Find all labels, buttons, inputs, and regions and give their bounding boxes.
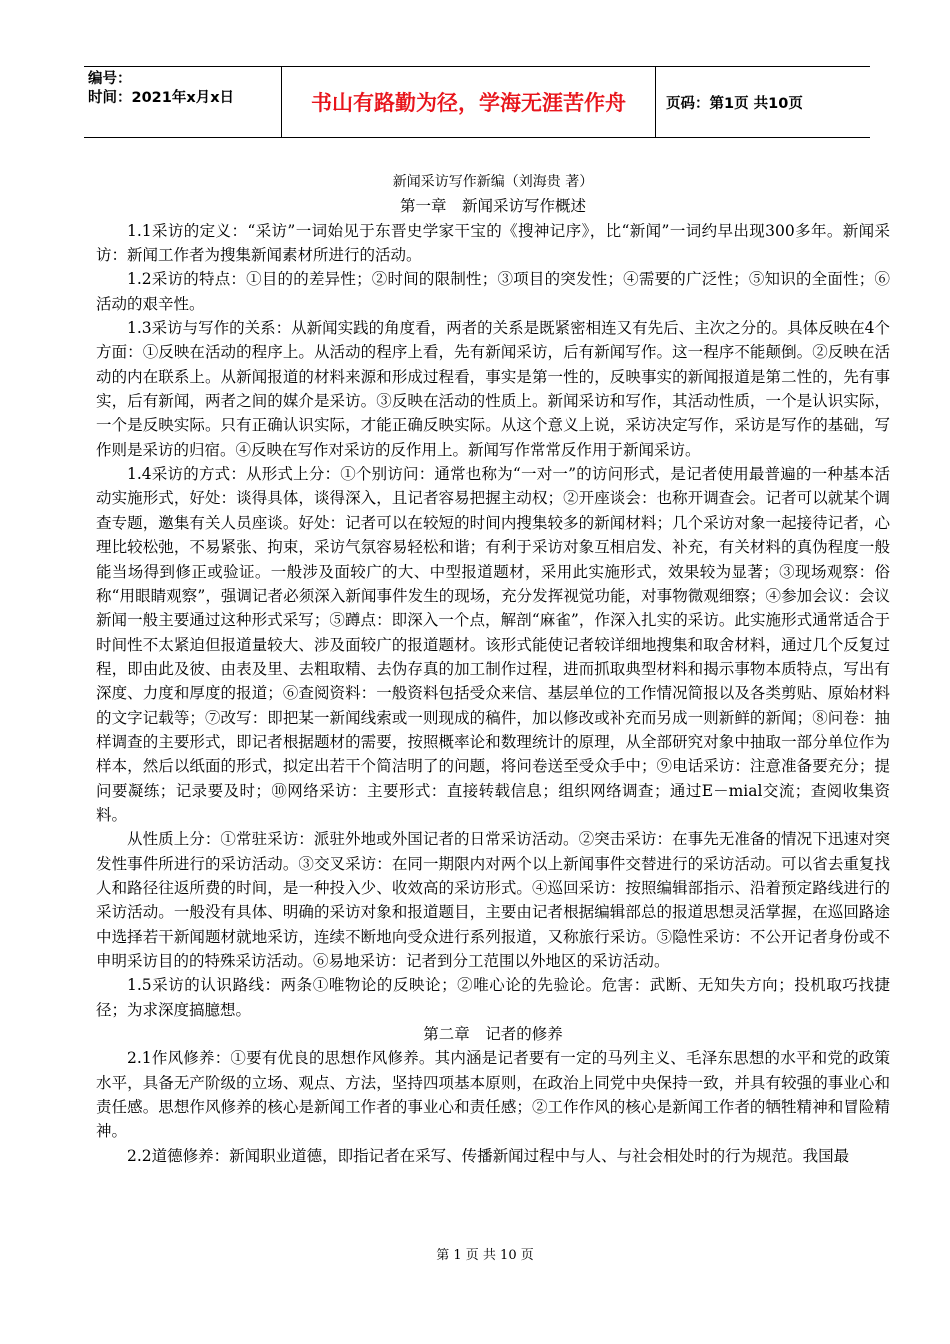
paragraph-1-1: 1.1采访的定义：“采访”一词始见于东晋史学家干宝的《搜神记序》，比“新闻”一词约早出现300多年。新闻采访：新闻工作者为搜集新闻素材所进行的活动。 (96, 221, 890, 265)
paragraph-1-4: 1.4采访的方式：从形式上分：①个别访问：通常也称为“一对一”的访问形式，是记者使用最普遍的一种基本活动实施形式，好处：谈得具体，谈得深入，且记者容易把握主动权；②开座谈会：也称开调查会。记者可以就某个调查专题，邀集有关人员座谈。好处：记者可以在较短的时间内搜集较多的新闻材料；几个采访对象一起接待记者，心理比较松弛，不易紧张、拘束，采访气氛容易轻松和谐；有利于采访对象互相启发、补充，有关材料的真伪程度一般能当场得到修正或验证。一般涉及面较广的大、中型报道题材，采用此实施形式，效果较为显著；③现场观察：俗称“用眼睛观察”，强调记者必须深入新闻事件发生的现场，充分发挥视觉功能，对事物微观细察；④参加会议：会议新闻一般主要通过这种形式采写；⑤蹲点：即深入一个点，解剖“麻雀”，作深入扎实的采访。此实施形式通常适合于时间性不太紧迫但报道量较大、涉及面较广的报道题材。该形式能使记者较详细地搜集和取舍材料，通过几个反复过程，即由此及彼、由表及里、去粗取精、去伪存真的加工制作过程，进而抓取典型材料和揭示事物本质特点，写出有深度、力度和厚度的报道；⑥查阅资料：一般资料包括受众来信、基层单位的工作情况简报以及各类剪贴、原始材料的文字记载等；⑦改写：即把某一新闻线索或一则现成的稿件，加以修改或补充而另成一则新鲜的新闻；⑧问卷：抽样调查的主要形式，即记者根据题材的需要，按照概率论和数理统计的原理，从全部研究对象中抽取一部分单位作为样本，然后以纸面的形式，拟定出若干个简洁明了的问题，将问卷送至受众手中；⑨电话采访：注意准备要充分；提问要凝练；记录要及时；⑩网络采访：主要形式：直接转载信息；组织网络调查；通过E－mial交流；查阅收集资料。 (96, 465, 890, 824)
paragraph-1-2: 1.2采访的特点：①目的的差异性；②时间的限制性；③项目的突发性；④需要的广泛性；⑤知识的全面性；⑥活动的艰辛性。 (96, 270, 890, 313)
paragraph-1-3: 1.3采访与写作的关系：从新闻实践的角度看，两者的关系是既紧密相连又有先后、主次之分的。具体反映在4个方面：①反映在活动的程序上。从活动的程序上看，先有新闻采访，后有新闻写作。这一程序不能颠倒。②反映在活动的内在联系上。从新闻报道的材料来源和形成过程看，事实是第一性的，反映事实的新闻报道是第二性的，先有事实，后有新闻，两者之间的媒介是采访。③反映在活动的性质上。新闻采访和写作，其活动性质，一个是认识实际，一个是反映实际。只有正确认识实际，才能正确反映实际。从这个意义上说，采访决定写作，采访是写作的基础，写作则是采访的归宿。④反映在写作对采访的反作用上。新闻写作常常反作用于新闻采访。 (96, 319, 891, 459)
chapter-1-heading: 第一章 新闻采访写作概述 (399, 197, 586, 216)
document-title: 新闻采访写作新编（刘海贵 著） (392, 174, 594, 190)
header-page-info: 页码：第1页 共10页 (666, 95, 803, 112)
paragraph-2-1: 2.1作风修养：①要有优良的思想作风修养。其内涵是记者要有一定的马列主义、毛泽东思想的水平和党的政策水平，具备无产阶级的立场、观点、方法，坚持四项基本原则，在政治上同党中央保持一致，并具有较强的事业心和责任感。思想作风修养的核心是新闻工作者的事业心和责任感；②工作作风的核心是新闻工作者的牺牲精神和冒险精神。 (96, 1049, 890, 1141)
time-label: 时间：2021年x月x日 (88, 90, 235, 106)
chapter-2-heading: 第二章 记者的修养 (423, 1025, 563, 1044)
page-header (84, 66, 870, 138)
document-body (96, 170, 890, 1168)
header-meta (84, 67, 282, 137)
page-footer (0, 1244, 950, 1263)
paragraph-1-5: 1.5采访的认识路线：两条①唯物论的反映论；②唯心论的先验论。危害：武断、无知失方向；投机取巧找捷径；为求深度搞臆想。 (96, 976, 890, 1019)
paragraph-1-4-nature: 从性质上分：①常驻采访：派驻外地或外国记者的日常采访活动。②突击采访：在事先无准备的情况下迅速对突发性事件所进行的采访活动。③交叉采访：在同一期限内对两个以上新闻事件交替进行的采访活动。可以省去重复找人和路径往返所费的时间，是一种投入少、收效高的采访形式。④巡回采访：按照编辑部指示、沿着预定路线进行的采访活动。一般没有具体、明确的采访对象和报道题目，主要由记者根据编辑部总的报道思想灵活掌握，在巡回路途中选择若干新闻题材就地采访，连续不断地向受众进行系列报道，又称旅行采访。⑤隐性采访：不公开记者身份或不申明采访目的的特殊采访活动。⑥易地采访：记者到分工范围以外地区的采访活动。 (96, 830, 890, 970)
paragraph-2-2: 2.2道德修养：新闻职业道德，即指记者在采写、传播新闻过程中与人、与社会相处时的行为规范。我国最 (127, 1146, 850, 1165)
footer-page-number: 第 1 页 共 10 页 (436, 1248, 534, 1263)
header-motto: 书山有路勤为径，学海无涯苦作舟 (282, 67, 656, 137)
number-label: 编号： (88, 71, 132, 87)
